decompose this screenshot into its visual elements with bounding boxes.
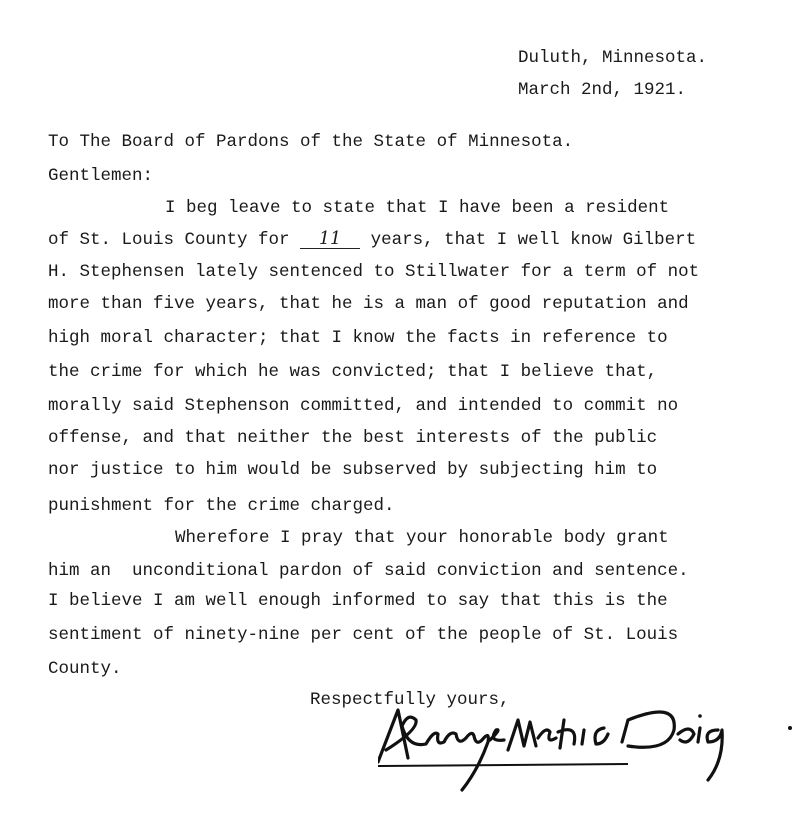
body-line: nor justice to him would be subserved by subjecting him to: [48, 460, 658, 480]
body-line: high moral character; that I know the facts in reference to: [48, 328, 668, 348]
body-line: the crime for which he was convicted; that I believe that,: [48, 362, 658, 382]
letter-place: Duluth, Minnesota.: [518, 48, 708, 68]
salutation: Gentlemen:: [48, 166, 154, 186]
body-line: more than five years, that he is a man of good reputation and: [48, 294, 689, 314]
addressee: To The Board of Pardons of the State of Minnesota.: [48, 132, 574, 152]
body-line: I believe I am well enough informed to say that this is the: [48, 591, 668, 611]
closing: Respectfully yours,: [310, 690, 510, 710]
body-line: County.: [48, 659, 122, 679]
body-line: Wherefore I pray that your honorable body grant: [175, 528, 669, 548]
body-line: sentiment of ninety-nine per cent of the people of St. Louis: [48, 625, 679, 645]
body-line: H. Stephensen lately sentenced to Stillwater for a term of not: [48, 262, 700, 282]
letter-date: March 2nd, 1921.: [518, 80, 687, 100]
body-line: morally said Stephenson committed, and intended to commit no: [48, 396, 679, 416]
body-text: years, that I well know Gilbert: [370, 230, 697, 250]
body-line: offense, and that neither the best interests of the public: [48, 428, 658, 448]
handwritten-signature: [378, 700, 798, 800]
handwritten-years: 11: [300, 230, 360, 249]
body-line: him an unconditional pardon of said conviction and sentence.: [48, 561, 689, 581]
body-text: of St. Louis County for: [48, 230, 290, 250]
body-line: punishment for the crime charged.: [48, 496, 395, 516]
body-line: I beg leave to state that I have been a resident: [165, 198, 670, 218]
body-line: [48, 230, 696, 250]
